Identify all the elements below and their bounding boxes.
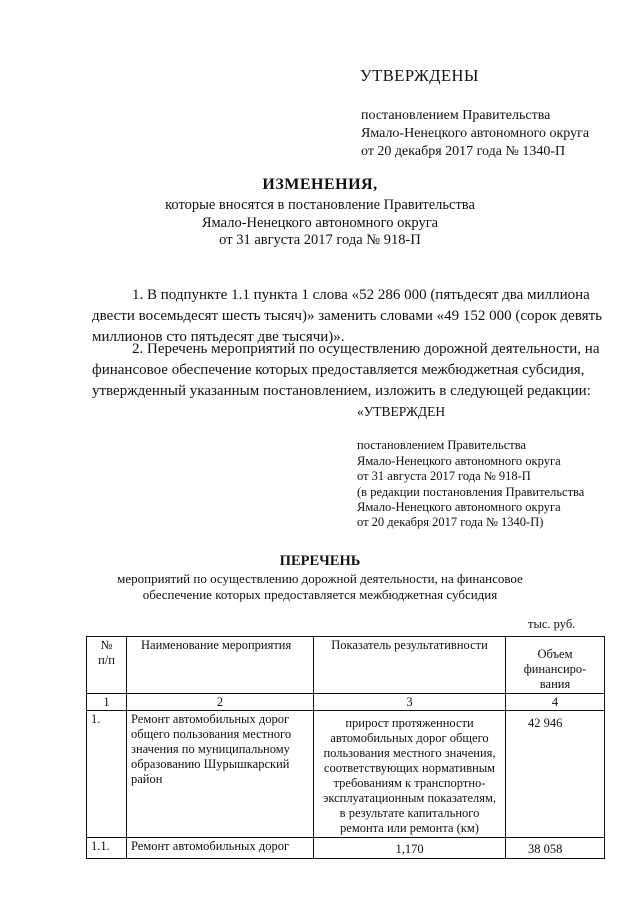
paragraph-line: финансовое обеспечение которых предоставляется межбюджетная субсидия, xyxy=(92,362,585,378)
column-number: 2 xyxy=(127,694,314,711)
measure-name xyxy=(127,838,314,859)
inner-approval-title: «УТВЕРЖДЕН xyxy=(357,404,446,419)
measures-table xyxy=(86,636,605,859)
indicator-line: в результате капитального xyxy=(339,806,480,820)
indicator-line: требованиям к транспортно- xyxy=(333,776,486,790)
measure-name-line: образованию Шурышкарский xyxy=(131,757,290,771)
changes-title: ИЗМЕНЕНИЯ, xyxy=(262,176,378,193)
list-subtitle-line: обеспечение которых предоставляется межбюджетная субсидия xyxy=(142,587,498,602)
changes-subtitle-line: которые вносятся в постановление Правительства xyxy=(165,197,475,213)
inner-approval-line: от 31 августа 2017 года № 918-П xyxy=(357,469,531,483)
measure-name-line: общего пользования местного xyxy=(131,727,292,741)
indicator xyxy=(314,711,506,838)
indicator-line: автомобильных дорог общего xyxy=(330,731,489,745)
inner-approval-line: постановлением Правительства xyxy=(357,438,527,452)
table-row xyxy=(87,711,605,838)
measure-name-line: значения по муниципальному xyxy=(131,742,290,756)
list-title: ПЕРЕЧЕНЬ xyxy=(279,553,361,569)
measure-name xyxy=(127,711,314,838)
column-number-row xyxy=(87,694,605,711)
row-number: 1.1. xyxy=(87,838,127,859)
measure-name-line: Ремонт автомобильных дорог xyxy=(131,712,290,726)
paragraph-2 xyxy=(92,339,606,402)
inner-approval-line: от 20 декабря 2017 года № 1340-П) xyxy=(357,515,544,529)
header-name: Наименование мероприятия xyxy=(127,637,314,694)
measure-name-line: Ремонт автомобильных дорог xyxy=(131,839,290,853)
indicator-line: прирост протяженности xyxy=(345,716,474,730)
indicator-line: эксплуатационным показателям, xyxy=(322,791,497,805)
column-number: 3 xyxy=(314,694,506,711)
column-number: 4 xyxy=(506,694,605,711)
row-number: 1. xyxy=(87,711,127,838)
approval-line: от 20 декабря 2017 года № 1340-П xyxy=(361,144,566,159)
indicator-line: ремонта или ремонта (км) xyxy=(340,821,479,835)
table-header-row xyxy=(87,637,605,694)
column-number: 1 xyxy=(87,694,127,711)
header-num: № п/п xyxy=(87,637,127,694)
approval-line: постановлением Правительства xyxy=(361,108,551,123)
units-label: тыс. руб. xyxy=(528,617,576,631)
approval-title: УТВЕРЖДЕНЫ xyxy=(360,66,479,85)
indicator-line: 1,170 xyxy=(395,842,424,856)
inner-approval-line: Ямало-Ненецкого автономного округа xyxy=(357,500,561,514)
paragraph-line: утвержденный указанным постановлением, изложить в следующей редакции: xyxy=(92,383,591,399)
paragraph-line: 1. В подпункте 1.1 пункта 1 слова «52 286 000 (пятьдесят два миллиона xyxy=(132,287,590,303)
inner-approval-line: (в редакции постановления Правительства xyxy=(357,485,585,499)
changes-subtitle-line: от 31 августа 2017 года № 918-П xyxy=(219,232,421,248)
indicator-line: соответствующих нормативным xyxy=(323,761,496,775)
paragraph-line: двести восемьдесят шесть тысяч)» заменить словами «49 152 000 (сорок девять xyxy=(92,308,603,324)
changes-subtitle-line: Ямало-Ненецкого автономного округа xyxy=(201,215,439,231)
header-volume: Объем финансиро- вания xyxy=(506,637,605,694)
header-indicator: Показатель результативности xyxy=(314,637,506,694)
indicator xyxy=(314,838,506,859)
inner-approval-line: Ямало-Ненецкого автономного округа xyxy=(357,454,561,468)
indicator-line: пользования местного значения, xyxy=(323,746,496,760)
measure-name-line: район xyxy=(131,772,163,786)
approval-line: Ямало-Ненецкого автономного округа xyxy=(361,126,590,141)
list-subtitle-line: мероприятий по осуществлению дорожной деятельности, на финансовое xyxy=(117,571,523,586)
paragraph-line: миллионов сто пятьдесят две тысячи)». xyxy=(92,329,345,345)
paragraph-line: 2. Перечень мероприятий по осуществлению дорожной деятельности, на xyxy=(132,341,600,357)
table-row xyxy=(87,838,605,859)
financing-volume: 42 946 xyxy=(506,711,605,838)
financing-volume: 38 058 xyxy=(506,838,605,859)
